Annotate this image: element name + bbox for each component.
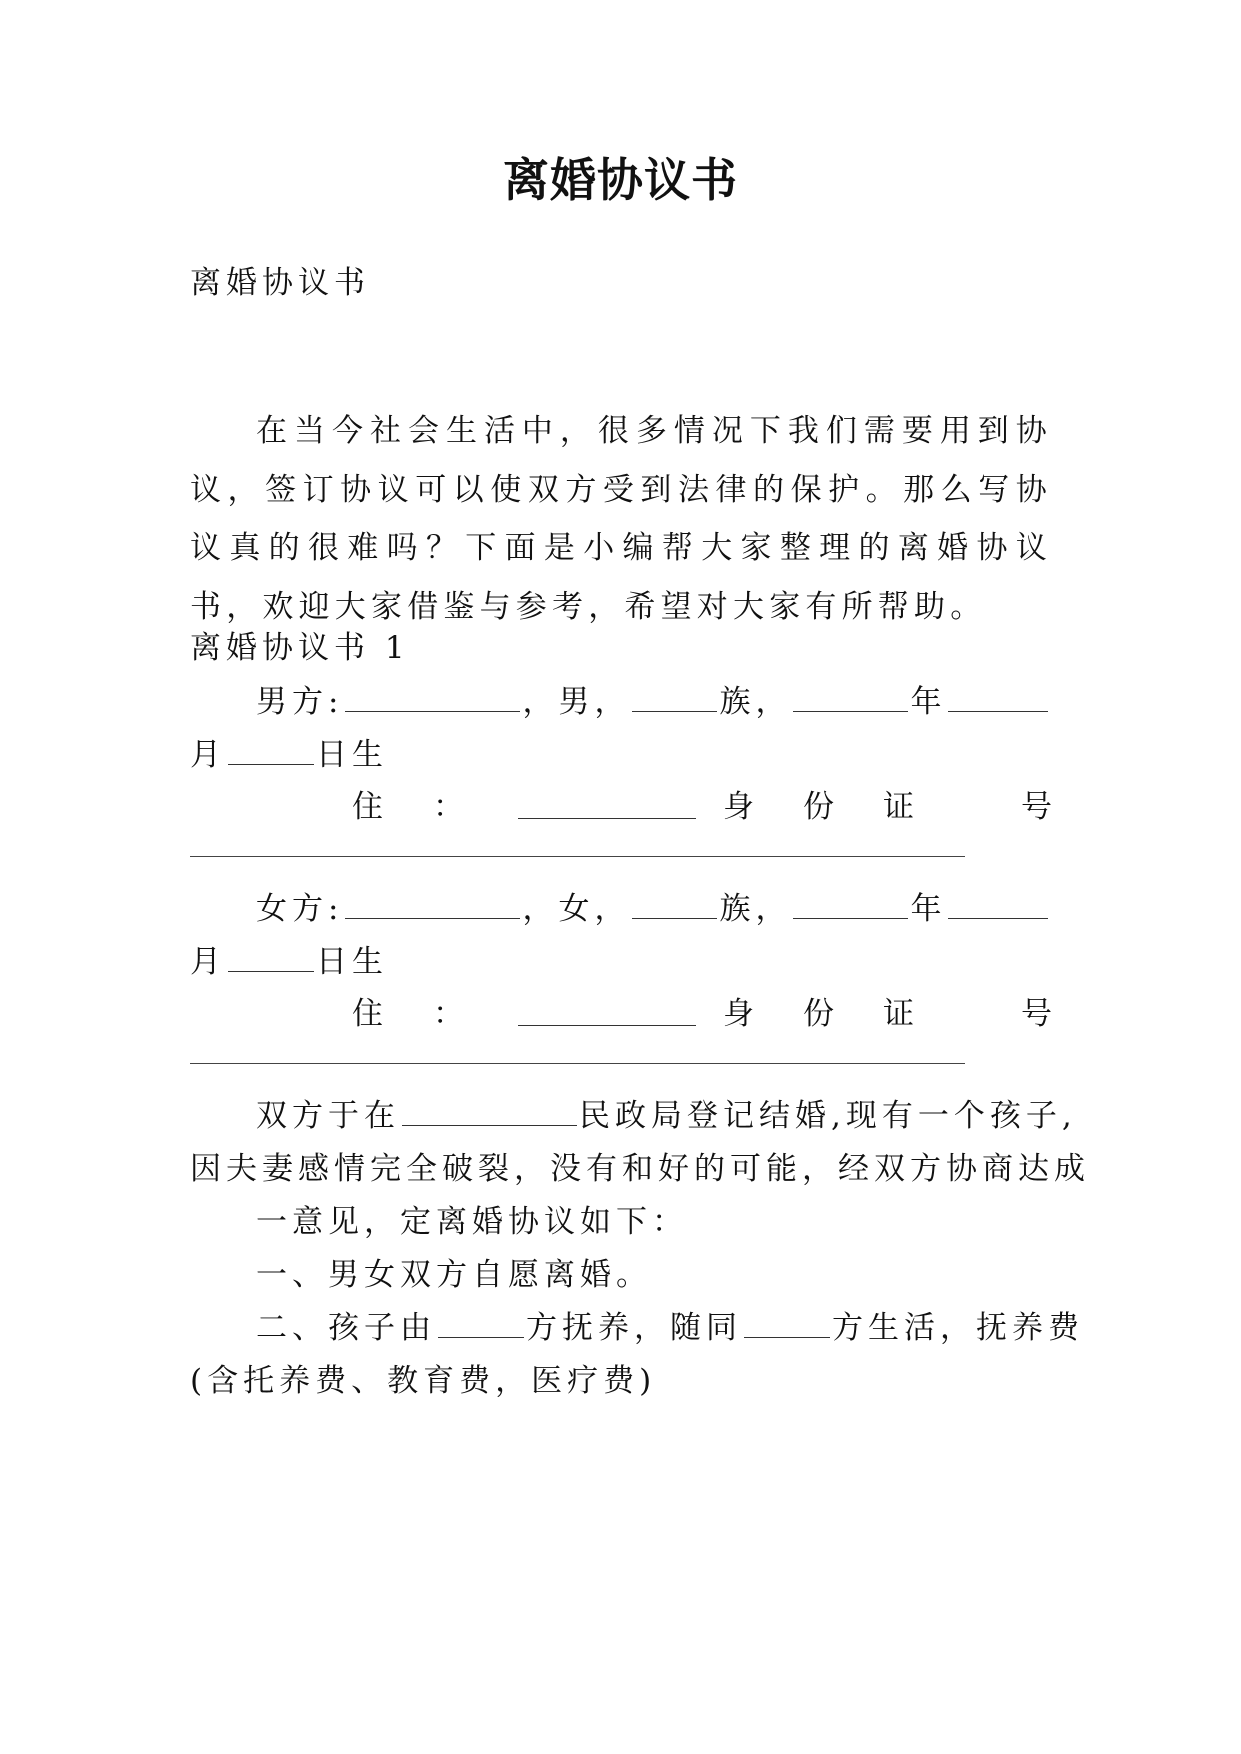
female-gender: ，女，	[522, 891, 631, 927]
male-year: 年	[910, 684, 947, 720]
male-ethnicity-blank	[632, 675, 717, 712]
female-address-colon: ：	[433, 996, 464, 1032]
male-name-blank	[345, 675, 520, 712]
male-info-line	[190, 673, 1118, 731]
marriage-suffix: 民政局登记结婚,现有一个孩子,	[579, 1098, 1077, 1134]
female-address-label: 住	[352, 996, 383, 1032]
male-year-blank	[793, 675, 908, 712]
female-month: 月	[190, 944, 226, 980]
marriage-line-1	[190, 1087, 1118, 1145]
marriage-prefix: 双方于在	[256, 1098, 400, 1134]
clause-2-c: 方生活，抚养费	[832, 1310, 1084, 1346]
female-year: 年	[910, 891, 947, 927]
male-label: 男方:	[256, 684, 344, 720]
female-name-blank	[345, 882, 520, 919]
female-month-blank	[948, 882, 1048, 919]
male-address-line	[190, 778, 1052, 836]
living-party-blank	[744, 1301, 830, 1338]
document-title: 离婚协议书	[503, 153, 738, 207]
section-heading: 离婚协议书 1	[190, 630, 410, 666]
agreement-line: 一意见，定离婚协议如下：	[256, 1204, 688, 1240]
male-month-blank	[948, 675, 1048, 712]
female-ethnicity-blank	[632, 882, 717, 919]
male-ethnicity: 族，	[719, 684, 792, 720]
male-id-blank	[190, 856, 965, 857]
female-ethnicity: 族，	[719, 891, 792, 927]
clause-2-a: 二、孩子由	[256, 1310, 436, 1346]
intro-paragraph: 在当今社会生活中，很多情况下我们需要用到协议，签订协议可以使双方受到法律的保护。那么写协议真的很难吗？下面是小编帮大家整理的离婚协议书，欢迎大家借鉴与参考，希望对大家有所帮助。	[190, 413, 1052, 625]
clause-2-line-2: (含托养费、教育费，医疗费)	[190, 1363, 657, 1399]
registry-blank	[402, 1089, 577, 1126]
male-day-blank	[228, 728, 314, 765]
male-birth-line	[190, 726, 1052, 784]
female-day: 日生	[316, 944, 388, 980]
male-id-char-2: 份	[803, 789, 834, 825]
male-month: 月	[190, 737, 226, 773]
male-day: 日生	[316, 737, 388, 773]
female-info-line	[190, 880, 1118, 938]
female-id-char-2: 份	[803, 996, 834, 1032]
male-id-char-3: 证	[883, 789, 914, 825]
marriage-line-2: 因夫妻感情完全破裂，没有和好的可能，经双方协商达成	[190, 1151, 1090, 1187]
female-address-line	[190, 985, 1052, 1043]
clause-2	[190, 1299, 1118, 1357]
document-subtitle: 离婚协议书	[190, 265, 370, 301]
clause-1: 一、男女双方自愿离婚。	[256, 1257, 652, 1293]
female-id-char-4: 号	[1021, 996, 1052, 1032]
male-address-blank	[518, 796, 696, 819]
male-address-colon: ：	[433, 789, 464, 825]
male-address-label: 住	[352, 789, 383, 825]
female-id-char-1: 身	[723, 996, 754, 1032]
female-year-blank	[793, 882, 908, 919]
female-day-blank	[228, 935, 314, 972]
female-birth-line	[190, 933, 1052, 991]
female-id-char-3: 证	[883, 996, 914, 1032]
female-label: 女方:	[256, 891, 344, 927]
custody-party-blank	[438, 1301, 524, 1338]
male-gender: ，男，	[522, 684, 631, 720]
male-id-char-1: 身	[723, 789, 754, 825]
female-address-blank	[518, 1003, 696, 1026]
male-id-char-4: 号	[1021, 789, 1052, 825]
clause-2-b: 方抚养，随同	[526, 1310, 742, 1346]
female-id-blank	[190, 1063, 965, 1064]
